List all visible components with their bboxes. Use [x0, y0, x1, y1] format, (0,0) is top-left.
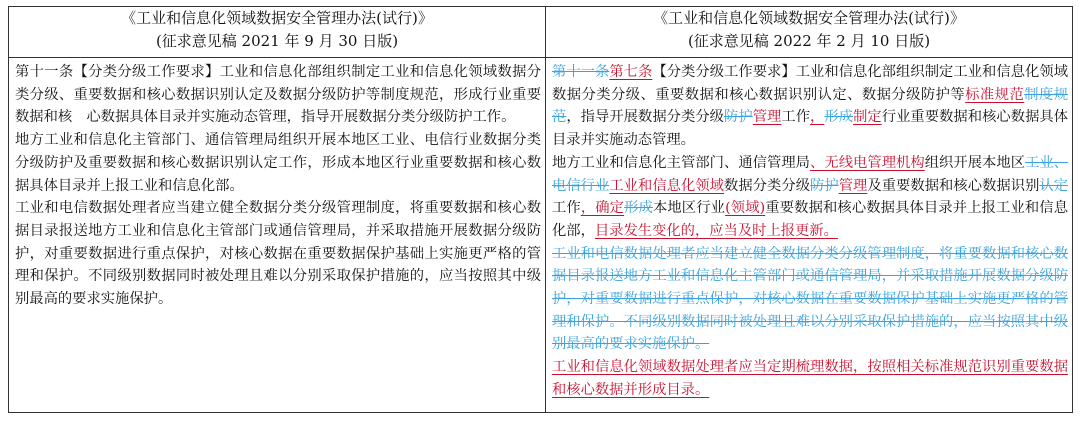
right-paragraph-4-inserted	[552, 356, 1068, 401]
inserted-text: 、无线电管理机构	[810, 154, 925, 171]
unchanged-text: 数据分类分级	[724, 177, 811, 194]
unchanged-text: 行业重要数据和核心数据具体目录并实施动态管理。	[552, 109, 1069, 149]
right-paragraph-2	[552, 152, 1068, 243]
deleted-text: 制度规范	[552, 86, 1069, 126]
right-column-body	[546, 58, 1073, 413]
inserted-text: ，确定	[580, 200, 625, 217]
body-row	[9, 58, 1073, 413]
inserted-text: ，	[810, 109, 825, 126]
inserted-text: 制定	[853, 109, 882, 126]
comparison-document	[8, 6, 1072, 418]
unchanged-text: 重要数据和核心数据具体目录并上报工业和信息化部，	[552, 200, 1069, 239]
right-subtitle: (征求意见稿 2022 年 2 月 10 日版)	[687, 32, 931, 50]
inserted-text: 第七条	[609, 64, 653, 80]
inserted-text: (领域)	[725, 200, 766, 217]
deleted-text: 认定	[1039, 177, 1069, 194]
unchanged-text: 【分类分级工作要求】工业和信息化部组织制定工业和信息化领域数据分类分级、重要数据和核心数据识别认定、数据分级防护等	[552, 64, 1069, 103]
unchanged-text: ，指导开展数据分类分级	[566, 109, 725, 126]
inserted-text: 工业和信息化领域	[609, 177, 725, 194]
unchanged-text: 工作	[552, 200, 581, 217]
left-paragraph: 地方工业和信息化主管部门、通信管理局组织开展本地区工业、电信行业数据分类分级防护及重要数据和核心数据识别认定工作，形成本地区行业重要数据和核心数据具体目录并上报工业和信息化部。	[15, 132, 541, 194]
inserted-text: 标准规范	[965, 86, 1025, 103]
right-paragraph-3-deleted	[552, 243, 1068, 357]
inserted-text: 管理	[752, 109, 782, 126]
left-paragraph: 工业和电信数据处理者应当建立健全数据分类分级管理制度，将重要数据和核心数据目录报送地方工业和信息化主管部门或通信管理局，并采取措施开展数据分级防护，对重要数据进行重点保护，对核心数据在重要数据保护基础上实施更严格的管理和保护。不同级别数据同时被处理且难以分别采取保护措施的，应当按照其中级别最高的要求实施保护。	[15, 200, 541, 308]
unchanged-text: 本地区行业	[652, 200, 726, 217]
unchanged-text: 组织开展本地区	[924, 154, 1026, 171]
deleted-text: 第十一条	[552, 64, 610, 80]
left-paragraph: 第十一条【分类分级工作要求】工业和信息化部组织制定工业和信息化领域数据分类分级、重要数据和核心数据识别认定及数据分级防护等制度规范，形成行业重要数据和核 心数据具体目录并实施动态管理，指导开展数据分类分级防护工作。	[15, 64, 541, 126]
right-paragraph-1	[552, 61, 1068, 152]
header-row	[9, 7, 1073, 58]
left-subtitle: (征求意见稿 2021 年 9 月 30 日版)	[155, 32, 399, 50]
comparison-table	[8, 6, 1073, 413]
deleted-text: 工业和电信数据处理者应当建立健全数据分类分级管理制度，将重要数据和核心数据目录报送地方工业和信息化主管部门或通信管理局，并采取措施开展数据分级防护，对重要数据进行重点保护，对核心数据在重要数据保护基础上实施更严格的管理和保护。不同级别数据同时被处理且难以分别采取保护措施的，应当按照其中级别最高的要求实施保护。	[552, 245, 1068, 353]
deleted-text: 形成	[624, 200, 653, 217]
deleted-text: 形成	[824, 109, 854, 126]
inserted-text: 管理	[838, 177, 868, 194]
unchanged-text: 地方工业和信息化主管部门、通信管理局	[552, 154, 811, 171]
right-column-header	[546, 7, 1073, 58]
unchanged-text: 及重要数据和核心数据识别	[867, 177, 1040, 194]
right-title: 《工业和信息化领域数据安全管理办法(试行)》	[653, 9, 965, 27]
left-title: 《工业和信息化领域数据安全管理办法(试行)》	[121, 9, 433, 27]
deleted-text: 工业、电信行业	[552, 154, 1069, 194]
deleted-text: 防护	[724, 109, 753, 126]
inserted-text: 目录发生变化的，应当及时上报更新。	[594, 222, 838, 239]
inserted-text: 工业和信息化领域数据处理者应当定期梳理数据，按照相关标准规范识别重要数据和核心数据并形成目录。	[552, 359, 1068, 398]
left-column-header	[9, 7, 546, 58]
unchanged-text: 工作	[781, 109, 811, 126]
left-column-body	[9, 58, 546, 413]
deleted-text: 防护	[810, 177, 839, 194]
